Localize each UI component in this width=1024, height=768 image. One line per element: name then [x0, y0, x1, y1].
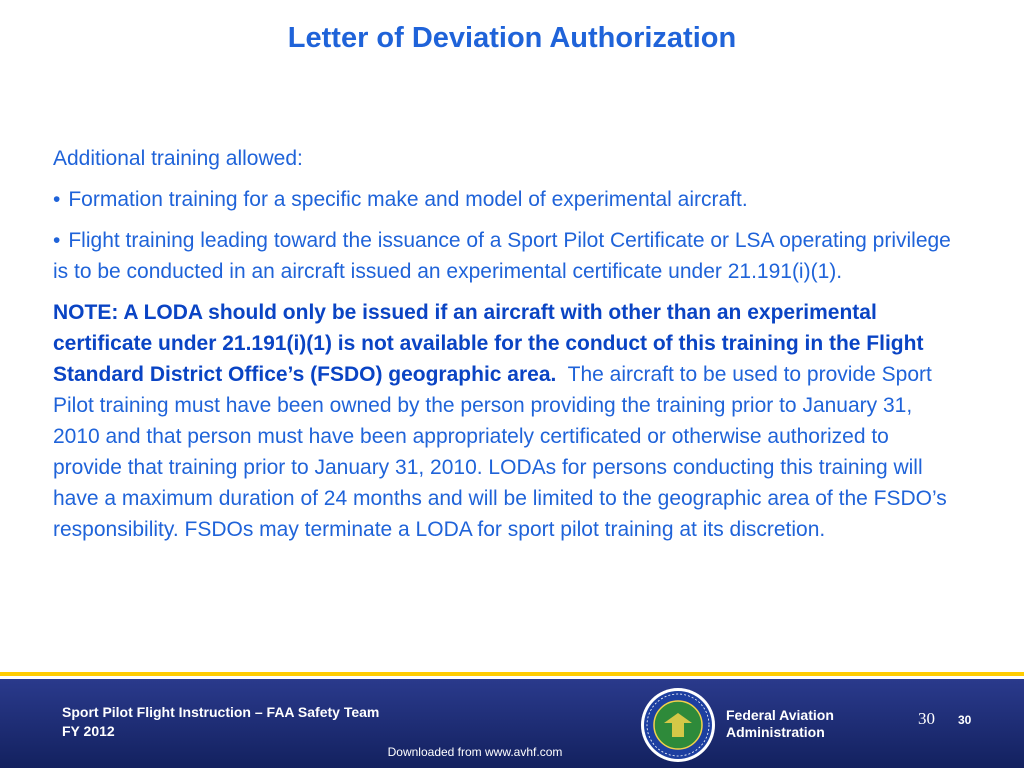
agency-line1: Federal Aviation — [726, 707, 834, 723]
bullet-item — [53, 184, 953, 215]
footer-bar — [0, 679, 1024, 768]
slide-title: Letter of Deviation Authorization — [287, 22, 737, 54]
bullet-marker: • — [53, 229, 61, 252]
agency-name — [726, 707, 834, 741]
bullet-item — [53, 225, 953, 287]
bullet-text: Formation training for a specific make and model of experimental aircraft. — [68, 188, 748, 211]
slide-body — [53, 143, 953, 545]
lead-text: Additional training allowed: — [53, 147, 303, 170]
faa-seal-icon — [640, 687, 716, 763]
agency-line2: Administration — [726, 724, 825, 740]
slide-number-bold: 30 — [958, 713, 972, 727]
bullet-marker: • — [53, 188, 61, 211]
course-info — [62, 703, 379, 741]
note-paragraph — [53, 297, 953, 545]
course-year: FY 2012 — [62, 723, 115, 739]
note-bold-text: NOTE: A LODA should only be issued if an aircraft with other than an experimental certificate under 21.191(i)(1) is not available for the conduct of this training in the Flight Standard District Office’s (FSDO) geographic area. — [53, 301, 924, 386]
note-body-text: The aircraft to be used to provide Sport Pilot training must have been owned by the person providing the training prior to January 31, 2010 and that person must have been appropriately certificated or otherwise authorized to provide that training prior to January 31, 2010. LODAs for persons conducting this training will have a maximum duration of 24 months and will be limited to the geographic area of the FSDO’s responsibility. FSDOs may terminate a LODA for sport pilot training at its discretion. — [53, 363, 947, 541]
course-title: Sport Pilot Flight Instruction – FAA Safety Team — [62, 704, 380, 720]
download-note: Downloaded from www.avhf.com — [387, 745, 563, 759]
bullet-text: Flight training leading toward the issuance of a Sport Pilot Certificate or LSA operating privilege is to be conducted in an aircraft issued an experimental certificate under 21.191(i)(1). — [53, 229, 951, 283]
slide-number-serif: 30 — [918, 709, 935, 728]
